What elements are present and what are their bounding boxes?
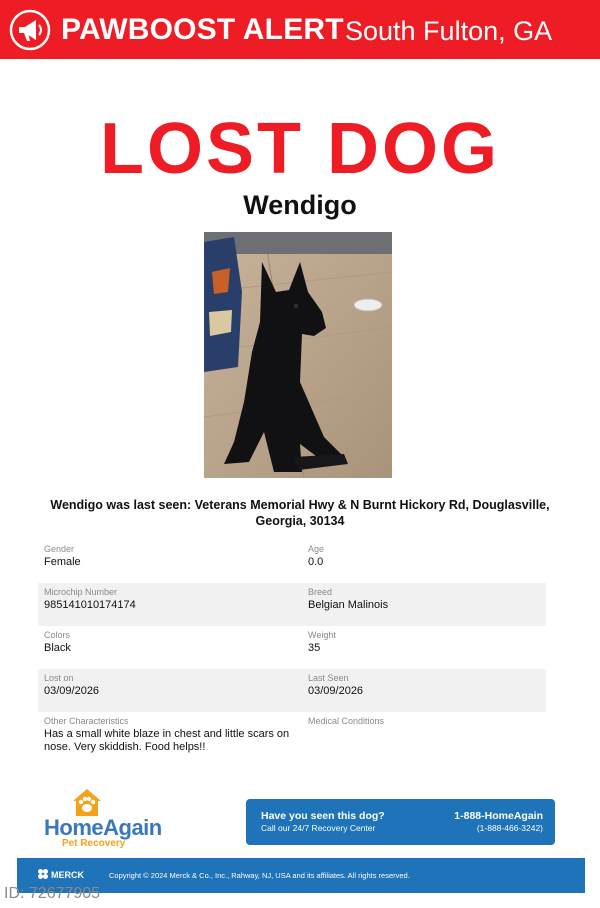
detail-value: Has a small white blaze in chest and little scars on nose. Very skiddish. Food helps!! — [44, 728, 290, 753]
pet-details-table — [38, 540, 546, 768]
detail-row — [38, 583, 546, 626]
homeagain-logo — [40, 785, 185, 851]
detail-label: Last Seen — [308, 673, 349, 683]
lost-dog-headline: LOST DOG — [100, 109, 500, 189]
detail-label: Breed — [308, 587, 333, 597]
brand-title: PAWBOOST ALERT — [61, 13, 344, 46]
footer-bar — [17, 858, 585, 893]
detail-label: Lost on — [44, 673, 74, 683]
dog-photo — [204, 232, 392, 478]
house-paw-icon — [70, 785, 104, 819]
detail-value: 03/09/2026 — [44, 685, 100, 697]
detail-value: 0.0 — [308, 556, 324, 568]
merck-label: MERCK — [51, 870, 84, 880]
megaphone-icon — [8, 8, 52, 52]
homeagain-name: HomeAgain — [44, 815, 162, 840]
cta-question: Have you seen this dog? — [261, 810, 385, 822]
detail-value: Female — [44, 556, 81, 568]
detail-value: Belgian Malinois — [308, 599, 389, 611]
cta-phone[interactable]: 1-888-HomeAgain — [454, 810, 543, 822]
cta-subtext: Call our 24/7 Recovery Center — [261, 823, 376, 833]
detail-row — [38, 669, 546, 712]
copyright-text: Copyright © 2024 Merck & Co., Inc., Rahway, NJ, USA and its affiliates. All rights reserved. — [109, 871, 410, 880]
detail-row — [38, 712, 546, 768]
detail-label: Gender — [44, 544, 75, 554]
detail-value: 985141010174174 — [44, 599, 136, 611]
detail-value: 35 — [308, 642, 321, 654]
pet-name: Wendigo — [243, 190, 357, 220]
poster-id: ID: 72677905 — [4, 885, 101, 902]
recovery-call-box[interactable] — [246, 799, 555, 845]
detail-label: Weight — [308, 630, 336, 640]
alert-header — [0, 0, 600, 59]
cta-phone-digits[interactable]: (1-888-466-3242) — [476, 823, 543, 833]
merck-logo — [37, 868, 84, 880]
detail-row — [38, 626, 546, 669]
homeagain-tagline: Pet Recovery — [62, 838, 126, 849]
detail-value: 03/09/2026 — [308, 685, 364, 697]
last-seen-location: Wendigo was last seen: Veterans Memorial Hwy & N Burnt Hickory Rd, Douglasville, Georgia, 30134 — [50, 498, 550, 528]
detail-row — [38, 540, 546, 583]
detail-label: Other Characteristics — [44, 716, 129, 726]
detail-label: Age — [308, 544, 325, 554]
alert-location: South Fulton, GA — [345, 16, 553, 46]
detail-label: Microchip Number — [44, 587, 118, 597]
detail-label: Colors — [44, 630, 71, 640]
detail-value: Black — [44, 642, 71, 654]
merck-icon — [37, 868, 49, 880]
detail-label: Medical Conditions — [308, 716, 385, 726]
